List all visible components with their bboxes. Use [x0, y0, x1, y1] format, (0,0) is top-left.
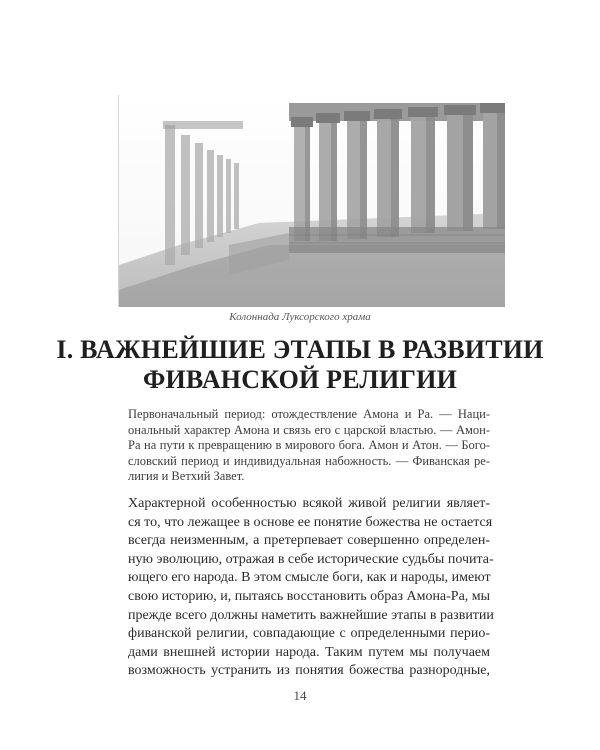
chapter-summary	[128, 407, 490, 485]
body-line: ющего его народа. В этом смысле боги, как и народы, имеют	[128, 570, 491, 586]
summary-line: ональный характер Амона и связь его с царской властью. — Амон-	[128, 422, 490, 437]
colonnade-illustration	[119, 95, 505, 307]
body-line: фиванской религии, совпадающие с определенными перио-	[128, 626, 490, 642]
body-line: всегда неизменным, а претерпевает совершенно определен-	[128, 533, 490, 549]
body-paragraph	[128, 495, 494, 681]
chapter-title-line: ФИВАНСКОЙ РЕЛИГИИ	[142, 365, 458, 394]
chapter-title	[0, 335, 600, 395]
summary-line: лигия и Ветхий Завет.	[128, 469, 245, 483]
summary-line: Первоначальный период: отождествление Амона и Ра. — Наци-	[128, 407, 490, 421]
body-line: ную эволюцию, отражая в себе исторические судьбы почита-	[128, 551, 494, 567]
summary-line: словский период и индивидуальная набожность. — Фиванская ре-	[128, 453, 490, 468]
body-line: дами внешней истории народа. Таким путем мы получаем	[128, 644, 490, 660]
figure-caption: Колоннада Луксорского храма	[229, 311, 371, 323]
luxor-colonnade-photo	[118, 95, 505, 307]
chapter-title-line: I. ВАЖНЕЙШИЕ ЭТАПЫ В РАЗВИТИИ	[56, 335, 544, 364]
body-line: ся то, что лежащее в основе ее понятие божества не остается	[128, 514, 493, 530]
summary-line: Ра на пути к превращению в мирового бога. Амон и Атон. — Бого-	[128, 438, 490, 452]
body-line: Характерной особенностью всякой живой религии являет-	[128, 496, 490, 511]
page-number: 14	[293, 688, 307, 703]
body-line: возможность устранить из понятия божества разнородные,	[128, 663, 490, 679]
body-line: свою историю, и, пытаясь восстановить образ Амона-Ра, мы	[128, 588, 491, 604]
body-line: прежде всего должны наметить важнейшие этапы в развитии	[128, 607, 494, 623]
